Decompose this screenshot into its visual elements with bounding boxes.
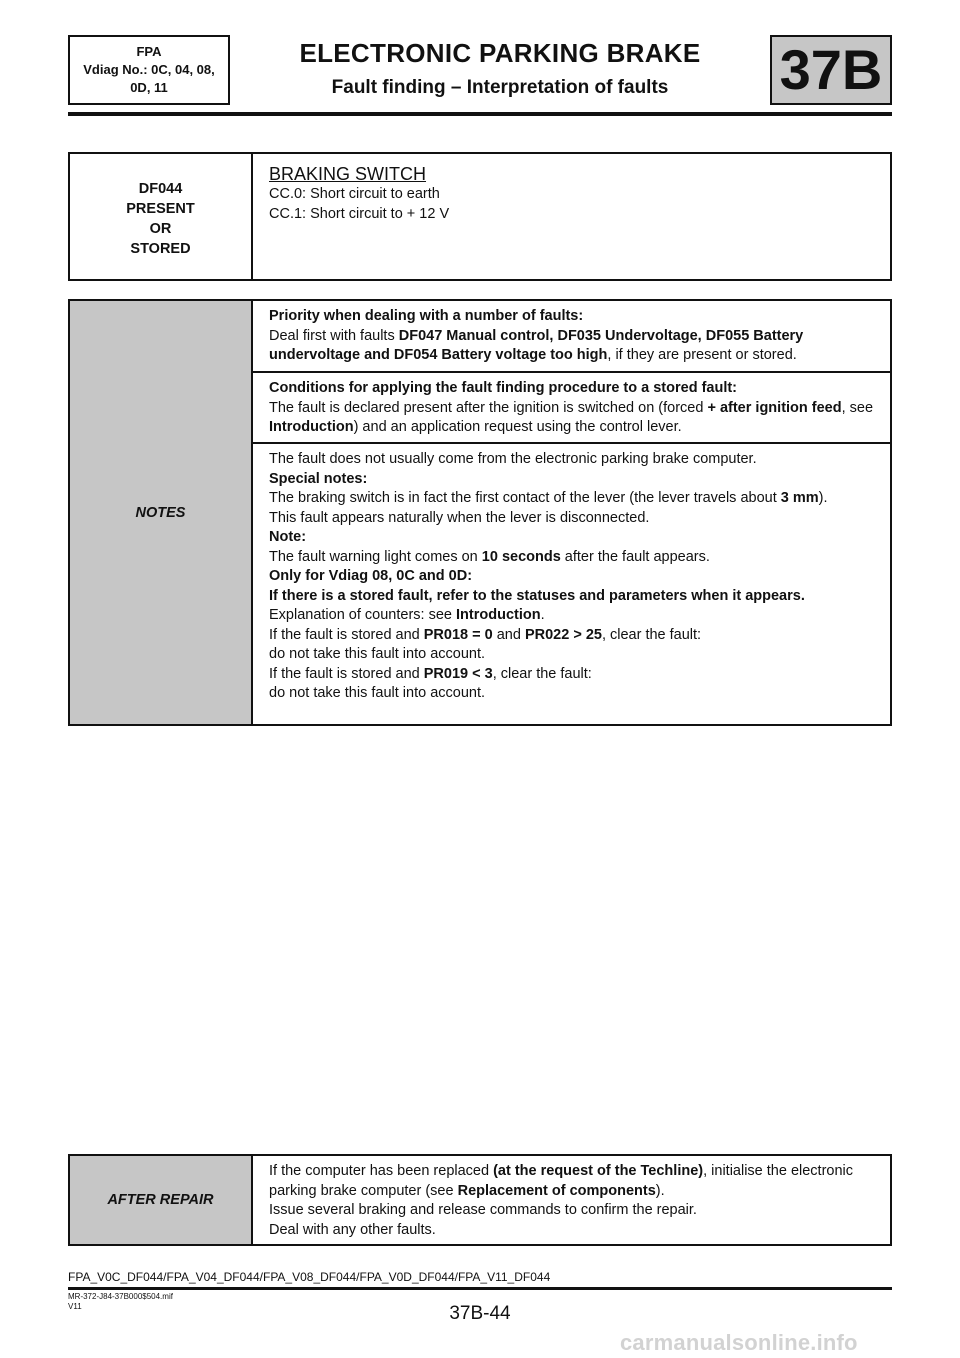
- fault-table: [68, 152, 892, 281]
- header-divider: [68, 112, 892, 116]
- notes-details: [253, 444, 890, 724]
- fault-description: [253, 154, 890, 279]
- fault-present: PRESENT: [126, 201, 195, 217]
- conditions-see: , see: [841, 399, 874, 416]
- fault-code-cc1: CC.1: Short circuit to + 12 V: [269, 205, 450, 222]
- page-title: ELECTRONIC PARKING BRAKE: [299, 38, 701, 68]
- ignore-instruction-2: do not take this fault into account.: [269, 685, 486, 701]
- details-origin: The fault does not usually come from the electronic parking brake computer.: [269, 451, 757, 467]
- after-repair-label: AFTER REPAIR: [70, 1156, 253, 1244]
- lever-travel: The braking switch is in fact the first contact of the lever (the lever travels about 3 mm).: [269, 490, 828, 506]
- footer-divider: [68, 1287, 892, 1290]
- watermark: carmanualsonline.info: [620, 1330, 858, 1355]
- fault-stored: STORED: [130, 241, 191, 257]
- fault-or: OR: [149, 221, 172, 237]
- priority-text-end: , if they are present or stored.: [607, 347, 797, 363]
- special-notes-heading: Special notes:: [269, 470, 368, 487]
- notes-label: NOTES: [70, 301, 253, 724]
- page-heading: [230, 38, 770, 99]
- page-number: 37B-44: [449, 1303, 511, 1324]
- fault-code-cc0: CC.0: Short circuit to earth: [269, 186, 440, 202]
- vdiag-line-1: Vdiag No.: 0C, 04, 08,: [83, 62, 215, 77]
- fault-status: [70, 154, 253, 279]
- conditions-text: The fault is declared present after the ignition is switched on (forced: [269, 399, 708, 416]
- note-heading: Note:: [269, 529, 307, 545]
- warning-light: The fault warning light comes on 10 seconds after the fault appears.: [269, 548, 710, 565]
- counters-explanation: Explanation of counters: see Introduction.: [269, 607, 545, 623]
- after-repair-confirm: Issue several braking and release commands to confirm the repair.: [269, 1202, 697, 1218]
- page-subtitle: Fault finding – Interpretation of faults: [331, 77, 669, 98]
- fault-title: BRAKING SWITCH: [269, 164, 427, 184]
- lever-disconnected: This fault appears naturally when the lever is disconnected.: [269, 509, 650, 526]
- after-repair-other-faults: Deal with any other faults.: [269, 1221, 436, 1238]
- section-code: 37B: [770, 35, 892, 105]
- notes-conditions: [253, 373, 890, 444]
- notes-table: [68, 299, 892, 726]
- fault-id: DF044: [138, 181, 183, 197]
- footer-reference: FPA_V0C_DF044/FPA_V04_DF044/FPA_V08_DF044/FPA_V0D_DF044/FPA_V11_DF044: [68, 1270, 551, 1284]
- priority-heading: Priority when dealing with a number of faults:: [269, 308, 584, 324]
- after-repair-table: [68, 1154, 892, 1246]
- footer-mif: MR-372-J84-37B000$504.mif: [68, 1292, 173, 1301]
- conditions-text-end: ) and an application request using the control lever.: [353, 419, 682, 435]
- vehicle-info-box: [68, 35, 230, 105]
- clear-condition-2: If the fault is stored and PR019 < 3, clear the fault:: [269, 665, 592, 682]
- conditions-feed: + after ignition feed: [707, 399, 842, 416]
- after-repair-text: If the computer has been replaced (at the request of the Techline), initialise the electronic parking brake computer (see Replacement of components). Issue several braking and release commands to confirm the repair. Deal with any other faults.: [253, 1156, 890, 1244]
- ignore-instruction-1: do not take this fault into account.: [269, 646, 486, 662]
- conditions-heading: Conditions for applying the fault finding procedure to a stored fault:: [269, 380, 738, 396]
- footer-version: V11: [68, 1302, 82, 1311]
- vdiag-instruction: If there is a stored fault, refer to the statuses and parameters when it appears.: [269, 587, 805, 604]
- notes-priority: [253, 301, 890, 373]
- vdiag-heading: Only for Vdiag 08, 0C and 0D:: [269, 568, 473, 584]
- conditions-introduction: Introduction: [269, 419, 354, 435]
- clear-condition-1: If the fault is stored and PR018 = 0 and PR022 > 25, clear the fault:: [269, 626, 702, 643]
- priority-text: Deal first with faults: [269, 327, 399, 344]
- priority-faults: DF047 Manual control, DF035 Undervoltage, DF055 Battery undervoltage and DF054 Battery voltage too high: [269, 327, 804, 363]
- vdiag-line-2: 0D, 11: [130, 80, 168, 95]
- vehicle-code: FPA: [136, 44, 162, 59]
